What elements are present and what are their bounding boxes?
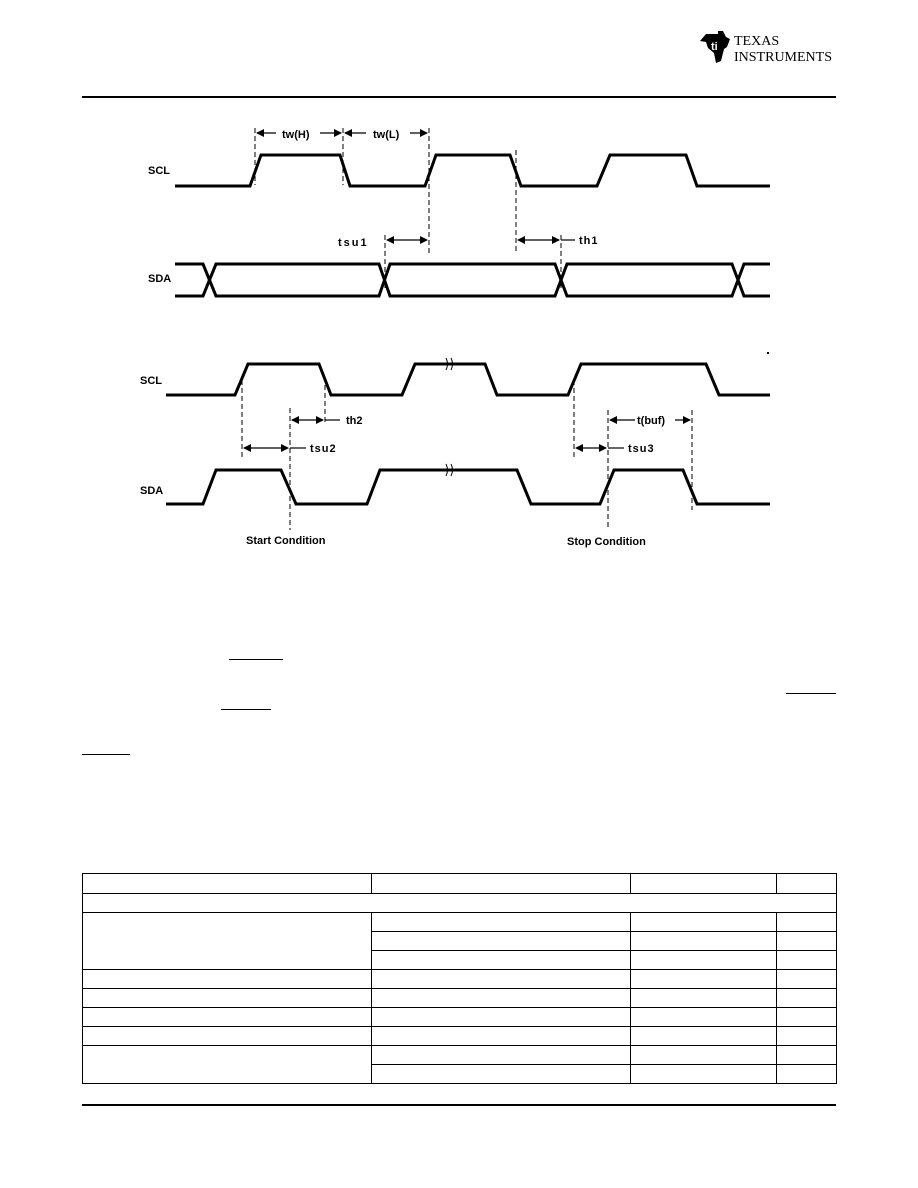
table-cell [83,874,372,894]
table-cell [83,1027,372,1046]
overline-mark-1 [229,659,283,660]
table-cell [777,989,837,1008]
scl-label-1: SCL [148,165,170,177]
table-cell [372,1065,631,1084]
table-cell [777,874,837,894]
overline-mark-4 [82,754,130,755]
table-cell [372,913,631,932]
header-rule [82,96,836,98]
svg-text:ti: ti [711,41,718,53]
table-cell [777,1065,837,1084]
table-cell [372,1027,631,1046]
table-cell [777,970,837,989]
table-cell [631,1046,777,1065]
table-cell [777,951,837,970]
guide-lines-2 [242,380,692,530]
table-cell [372,989,631,1008]
table-row [83,970,837,989]
sda-waveform-2 [166,470,770,504]
table-cell [631,951,777,970]
footer-rule [82,1104,836,1106]
table-cell [631,874,777,894]
table-header-row [83,874,837,894]
table-cell [777,1008,837,1027]
timing-diagram-1 [148,126,770,296]
table-cell [631,989,777,1008]
table-row [83,913,837,932]
tw-low-label: tw(L) [373,129,400,141]
stop-condition-label: Stop Condition [567,536,646,548]
overline-mark-3 [221,709,271,710]
scl-waveform-2 [166,364,770,395]
table-cell [372,1046,631,1065]
table-cell [631,1065,777,1084]
scl-waveform-1 [175,155,770,186]
table-cell [83,989,372,1008]
tw-high-label: tw(H) [282,129,310,141]
table-cell [372,970,631,989]
th1-label: th1 [579,235,599,247]
table-cell [372,951,631,970]
table-cell [83,1008,372,1027]
ti-logo [697,28,839,66]
tsu3-label: tsu3 [628,443,655,455]
sda-label-2: SDA [140,485,164,497]
table-cell [631,932,777,951]
table-row [83,894,837,913]
table-cell [83,970,372,989]
table-cell [372,874,631,894]
table-cell [631,1008,777,1027]
sda-waveform-1-bottom [175,264,770,296]
table-cell [777,932,837,951]
table-cell [372,932,631,951]
tsu2-label: tsu2 [310,443,337,455]
table-row [83,1027,837,1046]
table-cell [83,894,837,913]
logo-line1: TEXAS [734,34,780,49]
table-row [83,989,837,1008]
table-cell [83,913,372,970]
table-cell [777,1046,837,1065]
table-cell [631,1027,777,1046]
table-row [83,1008,837,1027]
table-cell [631,913,777,932]
table-row [83,1046,837,1065]
sda-waveform-1-top [175,264,770,296]
table-cell [372,1008,631,1027]
overline-mark-2 [786,693,836,694]
sda-label-1: SDA [148,273,172,285]
start-condition-label: Start Condition [246,535,326,547]
table-cell [777,1027,837,1046]
spec-table [82,873,837,1084]
table-cell [83,1046,372,1084]
th2-label: th2 [346,415,363,427]
table-cell [777,913,837,932]
logo-line2: INSTRUMENTS [734,50,833,65]
tbuf-label: t(buf) [637,415,666,427]
i2c-timing-diagram [0,110,918,560]
scl-label-2: SCL [140,375,162,387]
table-cell [631,970,777,989]
timing-diagram-2 [140,352,770,548]
tsu1-label: tsu1 [338,237,369,249]
guide-lines-1 [255,128,561,290]
